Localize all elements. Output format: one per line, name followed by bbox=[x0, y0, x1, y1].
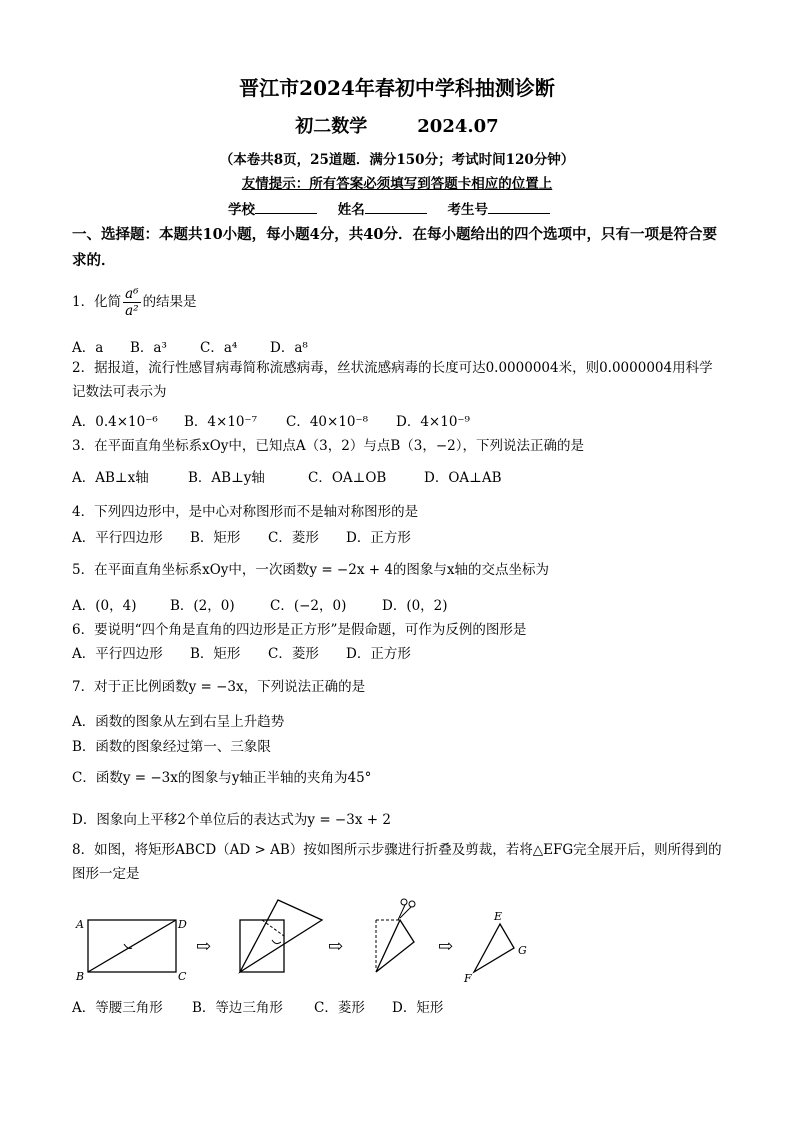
q6-options bbox=[72, 642, 411, 662]
q8-folded bbox=[240, 900, 322, 972]
exam-date: 2024.07 bbox=[417, 116, 499, 137]
question-4: 4．下列四边形中，是中心对称图形而不是轴对称图形的是 bbox=[72, 504, 419, 520]
q5-option-b[interactable]: B．(2，0) bbox=[170, 598, 235, 614]
q2-option-d[interactable]: D．4×10⁻⁹ bbox=[396, 414, 470, 430]
question-3: 3．在平面直角坐标系xOy中，已知点A（3，2）与点B（3，−2），下列说法正确的是 bbox=[72, 438, 584, 454]
q1-prefix: 1．化简 bbox=[72, 294, 122, 310]
q3-options bbox=[72, 466, 502, 486]
exam-title: 晋江市2024年春初中学科抽测诊断 bbox=[239, 76, 555, 100]
exam-note: （本卷共8页，25道题．满分150分；考试时间120分钟） bbox=[219, 152, 575, 168]
question-1 bbox=[72, 286, 197, 319]
label-E: E bbox=[494, 910, 503, 923]
q4-options bbox=[72, 526, 411, 546]
q1-denominator: a² bbox=[125, 303, 139, 319]
arrow-1: ⇨ bbox=[196, 936, 212, 957]
q6-option-c[interactable]: C．菱形 bbox=[268, 646, 319, 662]
q1-suffix: 的结果是 bbox=[142, 294, 197, 310]
q5-option-c[interactable]: C．(−2，0) bbox=[270, 598, 347, 614]
q5-options bbox=[72, 594, 448, 614]
q7-option-a[interactable]: A．函数的图象从左到右呈上升趋势 bbox=[72, 714, 285, 730]
id-label: 考生号 bbox=[447, 202, 488, 218]
q8-rectangle bbox=[75, 918, 187, 983]
question-8: 8．如图，将矩形ABCD（AD > AB）按如图所示步骤进行折叠及剪裁，若将△EFG完全展开后，则所得到的图形一定是 bbox=[72, 842, 722, 882]
q7-option-c[interactable]: C．函数y = −3x的图象与y轴正半轴的夹角为45° bbox=[72, 770, 372, 786]
q2-options bbox=[72, 410, 470, 430]
label-F: F bbox=[464, 972, 472, 985]
q6-option-a[interactable]: A．平行四边形 bbox=[72, 646, 163, 662]
q7-option-b[interactable]: B．函数的图象经过第一、三象限 bbox=[72, 739, 271, 755]
q8-option-a[interactable]: A．等腰三角形 bbox=[72, 1000, 163, 1016]
q7-option-d[interactable]: D．图象向上平移2个单位后的表达式为y = −3x + 2 bbox=[72, 812, 391, 828]
arrow-2: ⇨ bbox=[328, 936, 344, 957]
q1-fraction bbox=[123, 286, 140, 319]
q8-option-b[interactable]: B．等边三角形 bbox=[192, 1000, 283, 1016]
q3-option-d[interactable]: D．OA⊥AB bbox=[424, 470, 502, 486]
question-6: 6．要说明“四个角是直角的四边形是正方形”是假命题，可作为反例的图形是 bbox=[72, 622, 527, 638]
q6-option-d[interactable]: D．正方形 bbox=[346, 646, 411, 662]
label-C: C bbox=[178, 970, 187, 983]
scissors-icon bbox=[401, 899, 407, 905]
id-field[interactable] bbox=[488, 200, 550, 214]
label-G: G bbox=[518, 944, 527, 957]
q6-option-b[interactable]: B．矩形 bbox=[190, 646, 241, 662]
subject: 初二数学 bbox=[295, 116, 368, 137]
label-D: D bbox=[178, 918, 187, 931]
question-5: 5．在平面直角坐标系xOy中，一次函数y = −2x + 4的图象与x轴的交点坐标为 bbox=[72, 562, 550, 578]
school-field[interactable] bbox=[255, 200, 317, 214]
q5-option-a[interactable]: A．(0，4) bbox=[72, 598, 137, 614]
q8-option-c[interactable]: C．菱形 bbox=[314, 1000, 365, 1016]
school-label: 学校 bbox=[228, 202, 256, 218]
q3-option-c[interactable]: C．OA⊥OB bbox=[308, 470, 387, 486]
question-2: 2．据报道，流行性感冒病毒简称流感病毒，丝状流感病毒的长度可达0.0000004米，则0.0000004用科学记数法可表示为 bbox=[72, 360, 713, 400]
q1-numerator: a⁶ bbox=[125, 286, 139, 302]
q4-option-b[interactable]: B．矩形 bbox=[190, 530, 241, 546]
student-info bbox=[0, 198, 794, 218]
q4-option-a[interactable]: A．平行四边形 bbox=[72, 530, 163, 546]
exam-tip: 友情提示：所有答案必须填写到答题卡相应的位置上 bbox=[241, 176, 553, 192]
q1-options bbox=[72, 336, 308, 356]
q8-figure bbox=[72, 896, 552, 986]
exam-subtitle bbox=[0, 112, 794, 138]
q8-cut bbox=[376, 899, 415, 972]
q8-triangle-efg bbox=[463, 910, 527, 985]
q4-option-d[interactable]: D．正方形 bbox=[346, 530, 411, 546]
section-heading: 一、选择题：本题共10小题，每小题4分，共40分．在每小题给出的四个选项中，只有一项是符合要求的． bbox=[72, 226, 717, 269]
q5-option-d[interactable]: D．(0，2) bbox=[382, 598, 448, 614]
q3-option-b[interactable]: B．AB⊥y轴 bbox=[188, 470, 265, 486]
q8-option-d[interactable]: D．矩形 bbox=[392, 1000, 444, 1016]
q3-option-a[interactable]: A．AB⊥x轴 bbox=[72, 470, 149, 486]
question-7: 7．对于正比例函数y = −3x，下列说法正确的是 bbox=[72, 679, 366, 695]
label-A: A bbox=[76, 918, 84, 931]
name-label: 姓名 bbox=[337, 202, 365, 218]
q1-option-a[interactable]: A．a bbox=[72, 340, 104, 356]
q2-option-a[interactable]: A．0.4×10⁻⁶ bbox=[72, 414, 158, 430]
arrow-3: ⇨ bbox=[438, 936, 454, 957]
q8-options bbox=[72, 996, 443, 1016]
q2-option-c[interactable]: C．40×10⁻⁸ bbox=[286, 414, 369, 430]
q4-option-c[interactable]: C．菱形 bbox=[268, 530, 319, 546]
label-B: B bbox=[76, 970, 85, 983]
q1-option-c[interactable]: C．a⁴ bbox=[200, 340, 238, 356]
q1-option-b[interactable]: B．a³ bbox=[130, 340, 167, 356]
name-field[interactable] bbox=[365, 200, 427, 214]
q1-option-d[interactable]: D．a⁸ bbox=[270, 340, 308, 356]
q2-option-b[interactable]: B．4×10⁻⁷ bbox=[184, 414, 258, 430]
